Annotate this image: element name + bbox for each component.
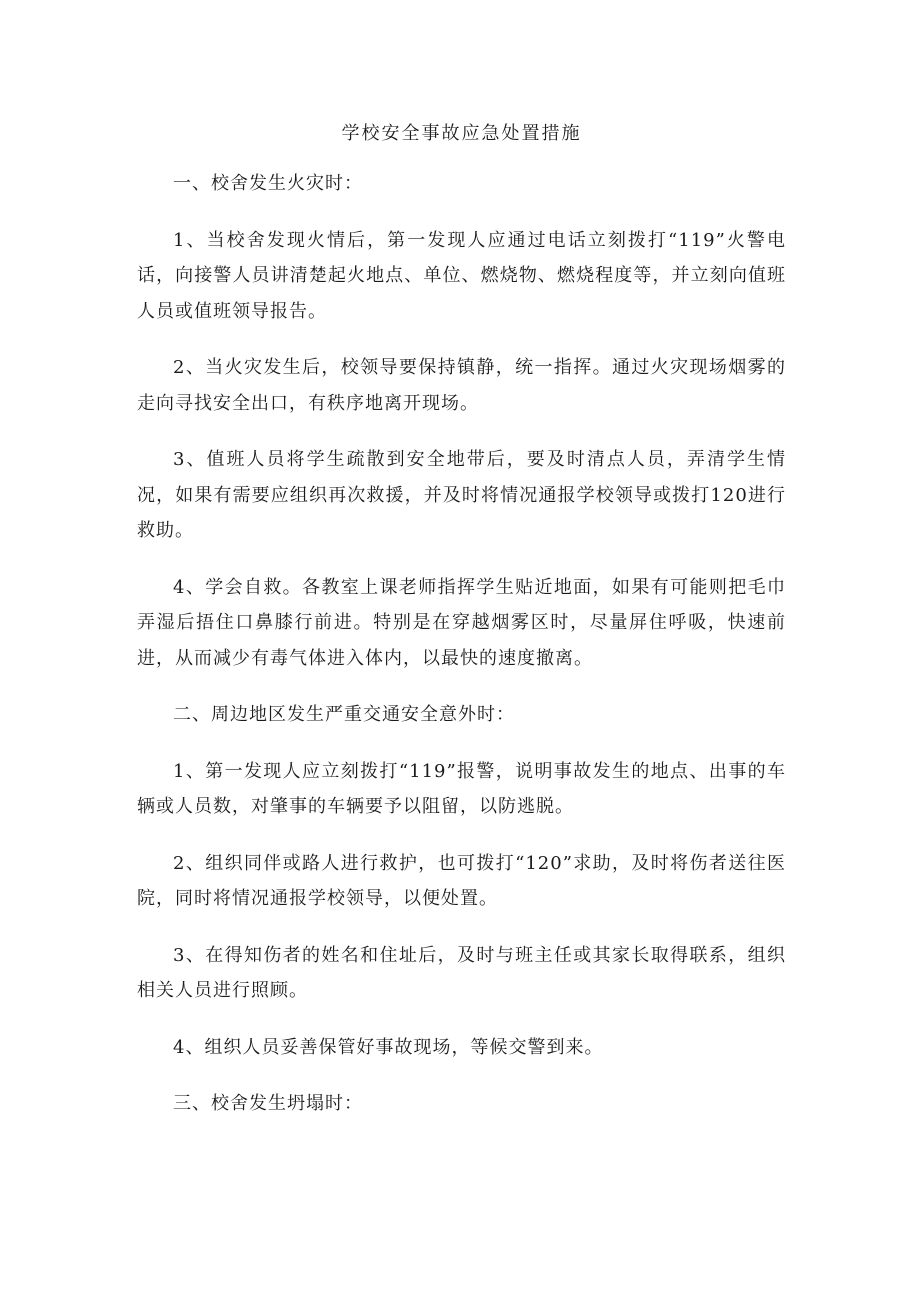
section-heading-traffic: 二、周边地区发生严重交通安全意外时： bbox=[173, 704, 515, 725]
document-title: 学校安全事故应急处置措施 bbox=[341, 123, 582, 144]
paragraph-traffic-3: 3、在得知伤者的姓名和住址后，及时与班主任或其家长取得联系，组织相关人员进行照顾。 bbox=[137, 944, 786, 1001]
paragraph-fire-4: 4、学会自救。各教室上课老师指挥学生贴近地面，如果有可能则把毛巾弄湿后捂住口鼻膝行前进。特别是在穿越烟雾区时，尽量屏住呼吸，快速前进，从而减少有毒气体进入体内，以最快的速度撤离。 bbox=[137, 576, 786, 669]
paragraph-fire-3: 3、值班人员将学生疏散到安全地带后，要及时清点人员，弄清学生情况，如果有需要应组织再次救援，并及时将情况通报学校领导或拨打120进行救助。 bbox=[137, 449, 786, 541]
section-heading-fire: 一、校舍发生火灾时： bbox=[173, 173, 363, 194]
section-heading-collapse: 三、校舍发生坍塌时： bbox=[173, 1093, 363, 1114]
paragraph-traffic-4: 4、组织人员妥善保管好事故现场，等候交警到来。 bbox=[173, 1036, 604, 1058]
paragraph-traffic-2: 2、组织同伴或路人进行救护，也可拨打“120”求助，及时将伤者送往医院，同时将情况通报学校领导，以便处置。 bbox=[137, 852, 786, 909]
paragraph-fire-1: 1、当校舍发现火情后，第一发现人应通过电话立刻拨打“119”火警电话，向接警人员讲清楚起火地点、单位、燃烧物、燃烧程度等，并立刻向值班人员或值班领导报告。 bbox=[137, 229, 786, 322]
paragraph-traffic-1: 1、第一发现人应立刻拨打“119”报警，说明事故发生的地点、出事的车辆或人员数，对肇事的车辆要予以阻留，以防逃脱。 bbox=[137, 760, 786, 817]
paragraph-fire-2: 2、当火灾发生后，校领导要保持镇静，统一指挥。通过火灾现场烟雾的走向寻找安全出口，有秩序地离开现场。 bbox=[137, 357, 786, 414]
